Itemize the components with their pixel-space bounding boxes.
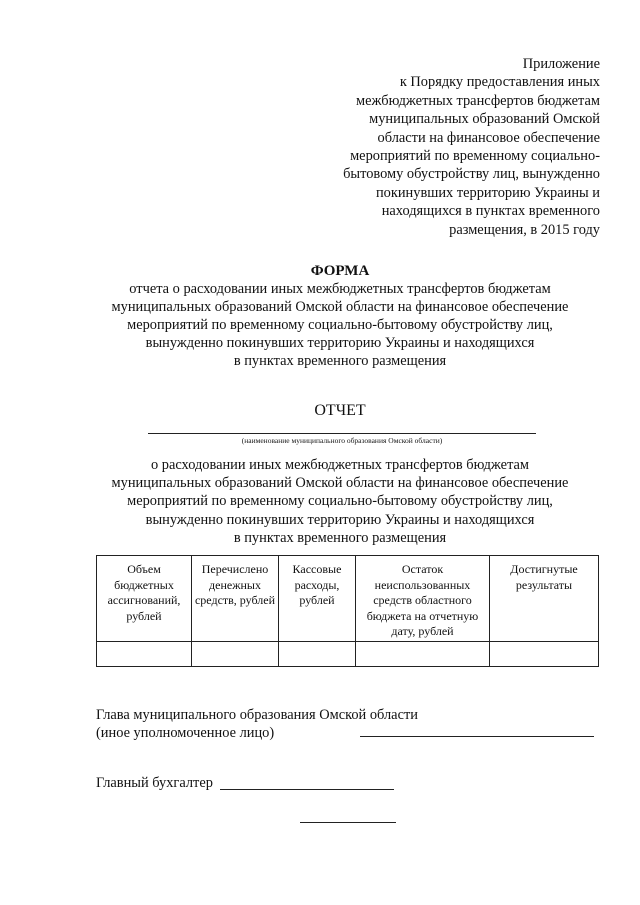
appendix-line: бытовому обустройству лиц, вынужденно [343,166,600,183]
form-subtitle-line: муниципальных образований Омской области на финансовое обеспечение [111,299,569,315]
appendix-line: муниципальных образований Омской [369,111,600,128]
appendix-line: размещения, в 2015 году [449,221,600,238]
column-header-allocations: Объем бюджетных ассигнований, рублей [97,556,192,642]
closing-divider [300,822,396,823]
appendix-header [300,55,600,239]
form-title: ФОРМА [310,263,370,279]
report-subtitle-line: вынужденно покинувших территорию Украины и находящихся [145,511,535,528]
table-cell[interactable] [192,642,279,667]
table-cell[interactable] [97,642,192,667]
column-header-transferred: Перечислено денежных средств, рублей [192,556,279,642]
report-subtitle-line: муниципальных образований Омской области на финансовое обеспечение [111,475,569,492]
form-subtitle-line: отчета о расходовании иных межбюджетных трансфертов бюджетам [129,281,551,297]
report-subtitle-line: в пунктах временного размещения [233,529,447,546]
head-signature-field[interactable] [360,736,594,737]
appendix-line: межбюджетных трансфертов бюджетам [356,92,600,109]
report-subtitle-line: мероприятий по временному социально-бытовому обустройству лиц, [127,493,553,510]
form-subtitle-line: мероприятий по временному социально-бытовому обустройству лиц, [127,317,553,333]
report-title: ОТЧЕТ [314,402,366,419]
report-table [96,555,599,667]
column-header-results: Достигнутые результаты [490,556,599,642]
form-subtitle-line: в пунктах временного размещения [233,353,447,369]
table-cell[interactable] [356,642,490,667]
table-header-row [97,556,599,642]
form-description [60,262,620,370]
head-signature-line: Глава муниципального образования Омской области [96,707,418,723]
appendix-line: к Порядку предоставления иных [399,74,600,91]
municipality-name-caption: (наименование муниципального образования Омской области) [241,436,443,445]
report-subtitle-line: о расходовании иных межбюджетных трансфертов бюджетам [150,457,530,473]
accountant-signature-label: Главный бухгалтер [96,775,213,791]
column-header-cash-expenses: Кассовые расходы, рублей [279,556,356,642]
table-row [97,642,599,667]
appendix-line: покинувших территорию Украины и [375,184,600,201]
appendix-line: области на финансовое обеспечение [377,129,600,146]
table-cell[interactable] [490,642,599,667]
form-subtitle [60,280,620,370]
form-subtitle-line: вынужденно покинувших территорию Украины и находящихся [145,335,535,351]
report-subtitle [60,456,620,547]
table-cell[interactable] [279,642,356,667]
appendix-line: находящихся в пунктах временного [381,203,600,220]
head-signature-line: (иное уполномоченное лицо) [96,725,275,741]
appendix-line: Приложение [522,56,600,72]
municipality-name-field [148,433,536,434]
appendix-line: мероприятий по временному социально- [350,148,600,165]
accountant-signature-field[interactable] [220,789,394,790]
column-header-unused-balance: Остаток неиспользованных средств областного бюджета на отчетную дату, рублей [356,556,490,642]
